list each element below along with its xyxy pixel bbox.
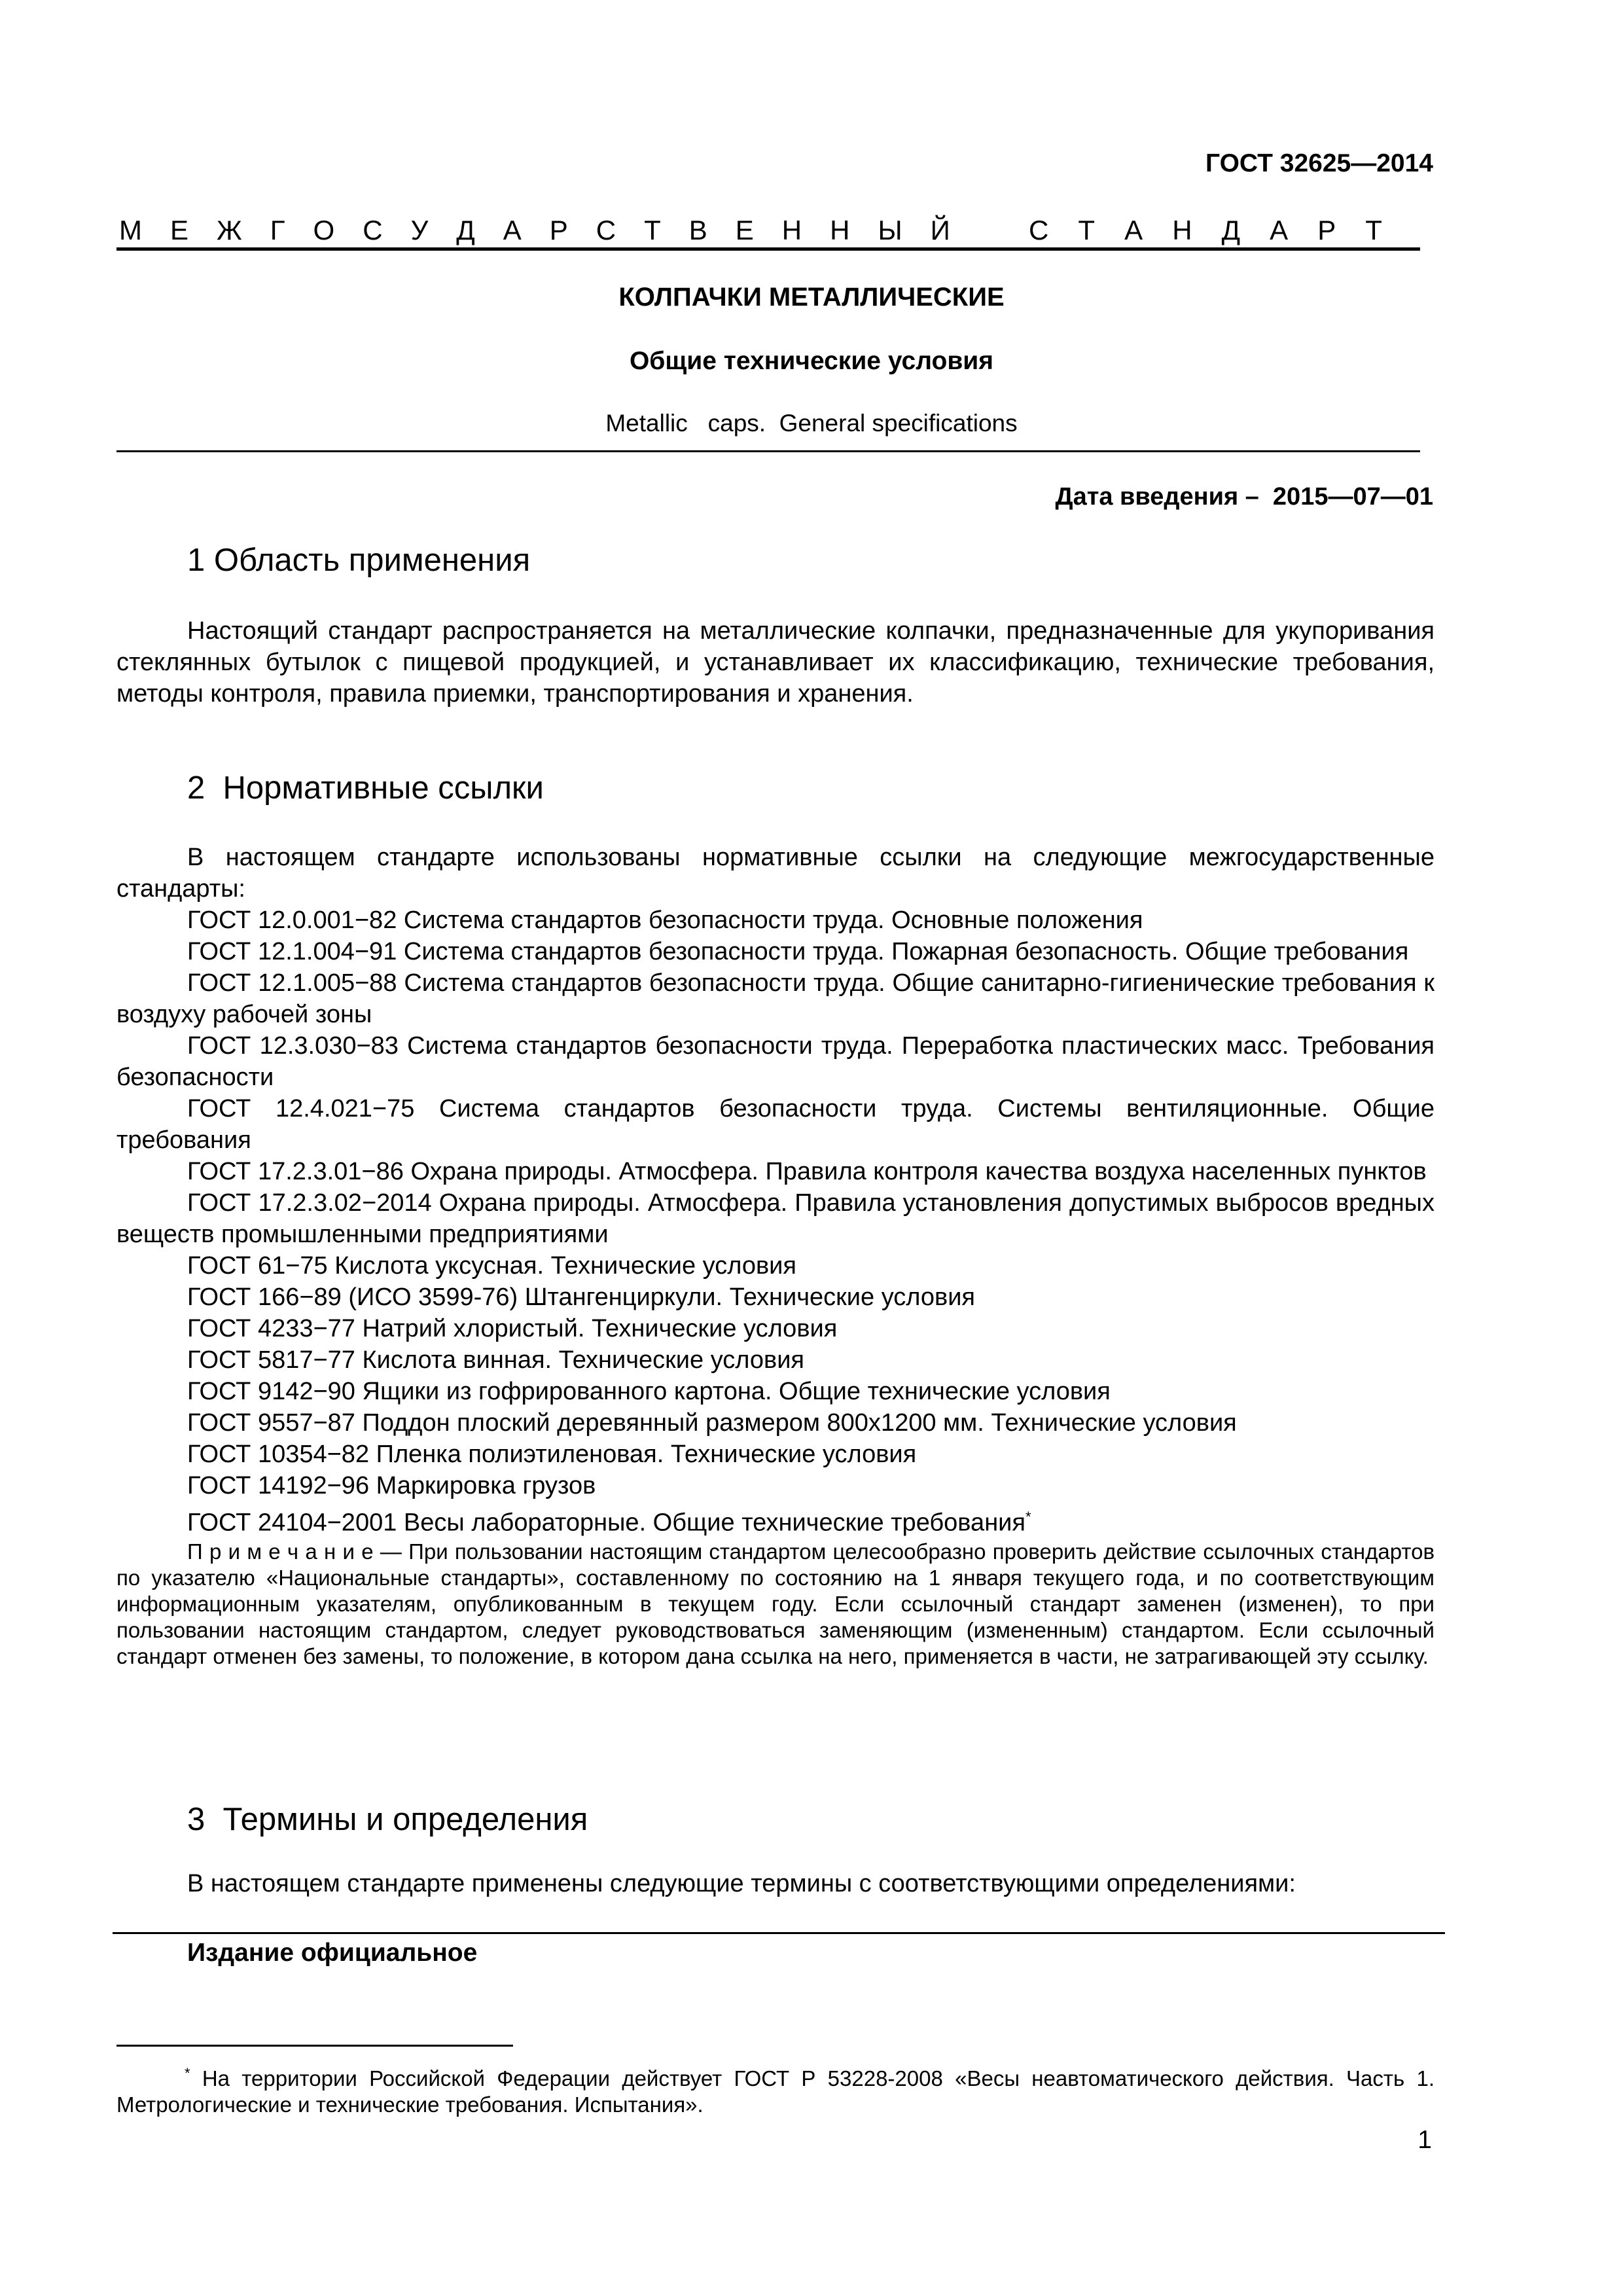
footnote-marker: * [1025,1509,1031,1525]
reference-item: ГОСТ 12.0.001−82 Система стандартов безопасности труда. Основные положения [187,906,1143,934]
banner-letter: Е [170,215,189,245]
reference-item: ГОСТ 17.2.3.02−2014 Охрана природы. Атмосфера. Правила установления допустимых выбросов вредных веществ промышленными предприятиями [116,1189,1435,1248]
interstate-word-1-text [119,215,950,246]
edition-label: Издание официальное [187,1939,478,1967]
note-label: П р и м е ч а н и е — [187,1539,402,1564]
banner-letter: Т [644,215,661,245]
reference-item: ГОСТ 5817−77 Кислота винная. Технические условия [187,1346,805,1374]
note-text: При пользовании настоящим стандартом целесообразно проверить действие ссылочных стандартов по указателю «Национальные стандарты», составленному по состоянию на 1 января текущего года, и по соответствующим информационным указателям, опубликованным в текущем году. Если ссылочный стандарт заменен (изменен), то при пользовании настоящим стандартом, следует руководствоваться заменяющим (измененным) стандартом. Если ссылочный стандарт отменен без замены, то положение, в котором дана ссылка на него, применяется в части, не затрагивающей эту ссылку. [116,1539,1435,1668]
banner-letter: М [119,215,142,245]
footnote [116,2060,1435,2118]
banner-letter: Й [930,215,950,245]
reference-item: ГОСТ 24104−2001 Весы лабораторные. Общие технические требования [187,1509,1026,1537]
banner-letter: А [1270,215,1289,245]
banner-letter: А [503,215,522,245]
banner-letter: У [410,215,429,245]
section-1-text: Настоящий стандарт распространяется на металлические колпачки, предназначенные для укупоривания стеклянных бутылок с пищевой продукцией, и устанавливает их классификацию, технические требования, методы контроля, правила приемки, транспортирования и хранения. [116,617,1435,708]
interstate-word-2 [1029,215,1382,246]
banner-letter: Г [270,215,285,245]
banner-letter: Ж [217,215,242,245]
interstate-word-1 [119,215,950,246]
page-number: 1 [1418,2126,1432,2154]
reference-item: ГОСТ 10354−82 Пленка полиэтиленовая. Технические условия [187,1441,917,1468]
reference-item: ГОСТ 4233−77 Натрий хлористый. Технические условия [187,1315,838,1342]
reference-item-with-footnote [116,1501,1435,1539]
banner-letter: Е [735,215,754,245]
banner-letter: Т [1078,215,1096,245]
banner-letter: С [363,215,383,245]
section-2-intro: В настоящем стандарте использованы нормативные ссылки на следующие межгосударственные стандарты: [116,844,1435,903]
footnote-text: На территории Российской Федерации действует ГОСТ Р 53228-2008 «Весы неавтоматического действия. Часть 1. Метрологические и технические требования. Испытания». [116,2066,1435,2117]
reference-item: ГОСТ 17.2.3.01−86 Охрана природы. Атмосфера. Правила контроля качества воздуха населенных пунктов [187,1158,1427,1185]
reference-item: ГОСТ 14192−96 Маркировка грузов [187,1472,596,1499]
intro-date: Дата введения – 2015—07—01 [1055,483,1433,511]
section-2-body [116,842,1435,1670]
banner-letter: С [1029,215,1049,245]
banner-letter: Н [781,215,802,245]
section-3-heading: 3 Термины и определения [187,1802,588,1837]
note [116,1539,1435,1670]
reference-item: ГОСТ 12.1.004−91 Система стандартов безопасности труда. Пожарная безопасность. Общие требования [187,938,1409,965]
section-3-text: В настоящем стандарте применены следующие термины с соответствующими определениями: [187,1870,1296,1897]
banner-letter: Ы [878,215,902,245]
edition-rule [113,1932,1445,1934]
footnote-rule [116,2045,513,2047]
title-main: КОЛПАЧКИ МЕТАЛЛИЧЕСКИЕ [618,283,1005,312]
interstate-word-2-text [1029,215,1382,246]
header-rule [116,247,1420,251]
section-1-heading: 1 Область применения [187,543,531,578]
banner-letter: О [313,215,335,245]
reference-item: ГОСТ 12.3.030−83 Система стандартов безопасности труда. Переработка пластических масс. Требования безопасности [116,1032,1435,1091]
reference-item: ГОСТ 9142−90 Ящики из гофрированного картона. Общие технические условия [187,1378,1111,1405]
banner-letter: Р [1317,215,1336,245]
document-code: ГОСТ 32625—2014 [1205,149,1433,177]
banner-letter: Н [1172,215,1192,245]
banner-letter: Т [1365,215,1382,245]
title-rule [116,450,1420,452]
interstate-standard-banner [119,215,1382,246]
reference-item: ГОСТ 12.1.005−88 Система стандартов безопасности труда. Общие санитарно-гигиенические требования к воздуху рабочей зоны [116,969,1435,1028]
title-english: Metallic caps. General specifications [605,410,1018,437]
banner-letter: Д [456,215,475,245]
reference-item: ГОСТ 9557−87 Поддон плоский деревянный размером 800х1200 мм. Технические условия [187,1409,1237,1437]
section-2-heading: 2 Нормативные ссылки [187,770,544,806]
reference-item: ГОСТ 61−75 Кислота уксусная. Технические условия [187,1252,796,1280]
banner-letter: Р [549,215,568,245]
reference-item: ГОСТ 166−89 (ИСО 3599-76) Штангенциркули. Технические условия [187,1283,976,1311]
banner-letter: Д [1221,215,1241,245]
banner-letter: Н [830,215,850,245]
reference-item: ГОСТ 12.4.021−75 Система стандартов безопасности труда. Системы вентиляционные. Общие требования [116,1095,1435,1154]
banner-letter: А [1124,215,1143,245]
title-sub: Общие технические условия [629,347,994,375]
banner-letter: С [596,215,616,245]
banner-letter: В [688,215,707,245]
footnote-mark: * [185,2065,190,2081]
